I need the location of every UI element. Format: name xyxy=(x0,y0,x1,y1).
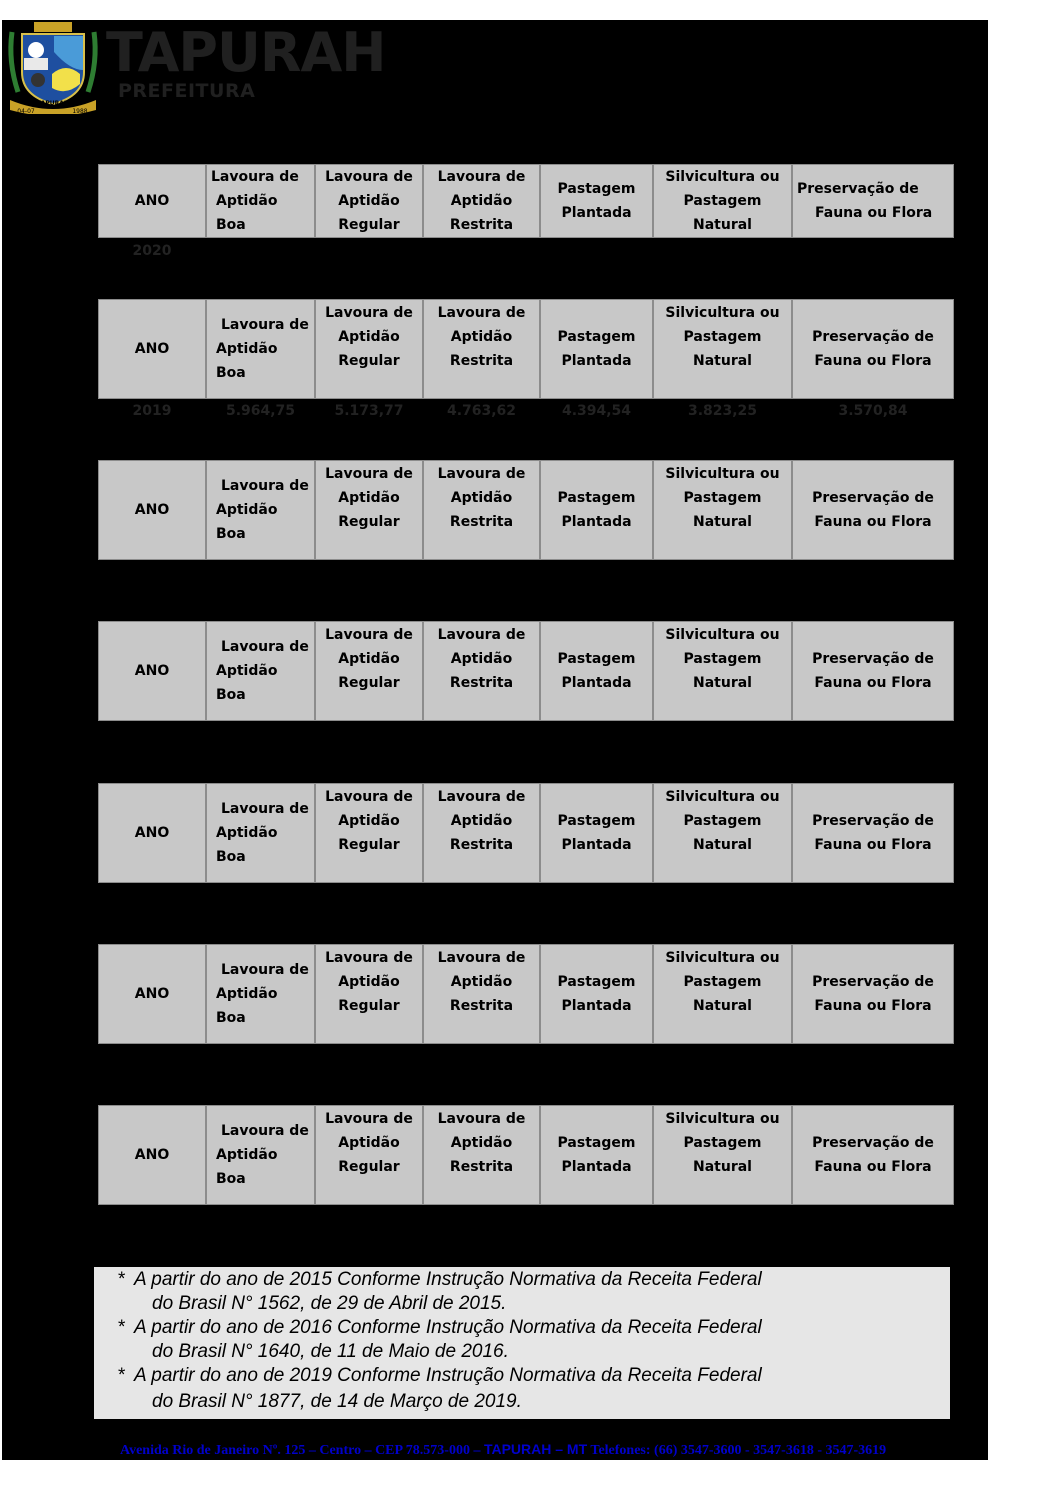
value-table-header xyxy=(98,164,954,238)
header-silvicultura: Silvicultura ou Pastagem Natural xyxy=(653,460,792,560)
header-lavoura-regular: Lavoura de Aptidão Regular xyxy=(315,299,423,399)
note-3-line-1: * A partir do ano de 2019 Conforme Instrução Normativa da Receita Federal xyxy=(118,1365,762,1386)
header-ano: ANO xyxy=(98,460,206,560)
header-pastagem-plantada: Pastagem Plantada xyxy=(540,783,653,883)
header-silvicultura: Silvicultura ou Pastagem Natural xyxy=(653,783,792,883)
header-silvicultura: Silvicultura ou Pastagem Natural xyxy=(653,1105,792,1205)
brand-title: TAPURAH xyxy=(106,21,386,84)
data-row-2020 xyxy=(98,240,954,262)
header-silvicultura: Silvicultura ou Pastagem Natural xyxy=(653,299,792,399)
header-pastagem-plantada: Pastagem Plantada xyxy=(540,621,653,721)
header-lavoura-restrita: Lavoura de Aptidão Restrita xyxy=(423,783,540,883)
header-silvicultura: Silvicultura ou Pastagem Natural xyxy=(653,164,792,238)
footer-city: TAPURAH – MT xyxy=(483,1441,588,1457)
notes-box xyxy=(94,1267,950,1419)
value-table-header xyxy=(98,621,954,721)
header-preservacao: Preservação de Fauna ou Flora xyxy=(792,1105,954,1205)
header-lavoura-restrita: Lavoura de Aptidão Restrita xyxy=(423,164,540,238)
header-lavoura-boa: Lavoura de Aptidão Boa xyxy=(206,621,315,721)
footer-address xyxy=(120,1440,988,1460)
header-silvicultura: Silvicultura ou Pastagem Natural xyxy=(653,944,792,1044)
header-preservacao: Preservação de Fauna ou Flora xyxy=(792,944,954,1044)
header-lavoura-boa: Lavoura de Aptidão Boa xyxy=(206,460,315,560)
header-ano: ANO xyxy=(98,164,206,238)
header-lavoura-boa: Lavoura de Aptidão Boa xyxy=(206,1105,315,1205)
value-cell: 3.570,84 xyxy=(838,403,908,419)
header-lavoura-regular: Lavoura de Aptidão Regular xyxy=(315,783,423,883)
header-ano: ANO xyxy=(98,299,206,399)
note-2-line-2: do Brasil N° 1640, de 11 de Maio de 2016. xyxy=(152,1341,509,1362)
value-cell: 5.173,77 xyxy=(334,403,404,419)
value-table-header xyxy=(98,1105,954,1205)
value-table-header xyxy=(98,299,954,399)
header-lavoura-regular: Lavoura de Aptidão Regular xyxy=(315,621,423,721)
seal-date-right: 1988 xyxy=(72,108,88,114)
header-ano: ANO xyxy=(98,621,206,721)
header-preservacao: Preservação de Fauna ou Flora xyxy=(792,460,954,560)
header-pastagem-plantada: Pastagem Plantada xyxy=(540,460,653,560)
seal-date-left: 04-07 xyxy=(17,108,35,114)
header-preservacao: Preservação de Fauna ou Flora xyxy=(792,299,954,399)
document-page xyxy=(2,20,988,1460)
header-lavoura-restrita: Lavoura de Aptidão Restrita xyxy=(423,621,540,721)
header-lavoura-restrita: Lavoura de Aptidão Restrita xyxy=(423,1105,540,1205)
value-cell: 3.823,25 xyxy=(687,403,758,419)
header-lavoura-regular: Lavoura de Aptidão Regular xyxy=(315,944,423,1044)
header-lavoura-regular: Lavoura de Aptidão Regular xyxy=(315,1105,423,1205)
note-1-line-2: do Brasil N° 1562, de 29 de Abril de 2015. xyxy=(152,1293,507,1314)
header-silvicultura: Silvicultura ou Pastagem Natural xyxy=(653,621,792,721)
footer-street: Avenida Rio de Janeiro Nº. 125 – Centro – CEP 78.573-000 – xyxy=(120,1443,484,1458)
header-ano: ANO xyxy=(98,783,206,883)
value-cell: 5.964,75 xyxy=(225,403,296,419)
footer-phones: Telefones: (66) 3547-3600 - 3547-3618 - 3547-3619 xyxy=(587,1443,887,1458)
header-lavoura-boa: Lavoura de Aptidão Boa xyxy=(206,783,315,883)
header-lavoura-boa: Lavoura de Aptidão Boa xyxy=(206,164,315,238)
municipal-seal-icon xyxy=(4,22,102,114)
year-cell: 2019 xyxy=(132,403,172,419)
year-cell: 2020 xyxy=(132,243,172,259)
note-3-line-2: do Brasil N° 1877, de 14 de Março de 2019. xyxy=(152,1391,522,1412)
header-pastagem-plantada: Pastagem Plantada xyxy=(540,164,653,238)
note-1-line-1: * A partir do ano de 2015 Conforme Instrução Normativa da Receita Federal xyxy=(118,1269,762,1290)
header-lavoura-boa: Lavoura de Aptidão Boa xyxy=(206,299,315,399)
header-preservacao: Preservação de Fauna ou Flora xyxy=(792,164,954,238)
header-ano: ANO xyxy=(98,1105,206,1205)
header-pastagem-plantada: Pastagem Plantada xyxy=(540,944,653,1044)
header-lavoura-regular: Lavoura de Aptidão Regular xyxy=(315,164,423,238)
data-row-2019 xyxy=(98,400,954,422)
header-pastagem-plantada: Pastagem Plantada xyxy=(540,299,653,399)
header-lavoura-restrita: Lavoura de Aptidão Restrita xyxy=(423,460,540,560)
header-lavoura-restrita: Lavoura de Aptidão Restrita xyxy=(423,299,540,399)
value-table-header xyxy=(98,944,954,1044)
header-ano: ANO xyxy=(98,944,206,1044)
value-cell: 4.763,62 xyxy=(446,403,517,419)
header-pastagem-plantada: Pastagem Plantada xyxy=(540,1105,653,1205)
seal-text-top: TAPURAH xyxy=(37,100,69,107)
header-lavoura-restrita: Lavoura de Aptidão Restrita xyxy=(423,944,540,1044)
header-lavoura-regular: Lavoura de Aptidão Regular xyxy=(315,460,423,560)
header-lavoura-boa: Lavoura de Aptidão Boa xyxy=(206,944,315,1044)
header-preservacao: Preservação de Fauna ou Flora xyxy=(792,783,954,883)
brand-subtitle: PREFEITURA xyxy=(118,80,256,102)
note-2-line-1: * A partir do ano de 2016 Conforme Instrução Normativa da Receita Federal xyxy=(118,1317,762,1338)
value-table-header xyxy=(98,460,954,560)
value-cell: 4.394,54 xyxy=(561,403,632,419)
value-table-header xyxy=(98,783,954,883)
header-preservacao: Preservação de Fauna ou Flora xyxy=(792,621,954,721)
